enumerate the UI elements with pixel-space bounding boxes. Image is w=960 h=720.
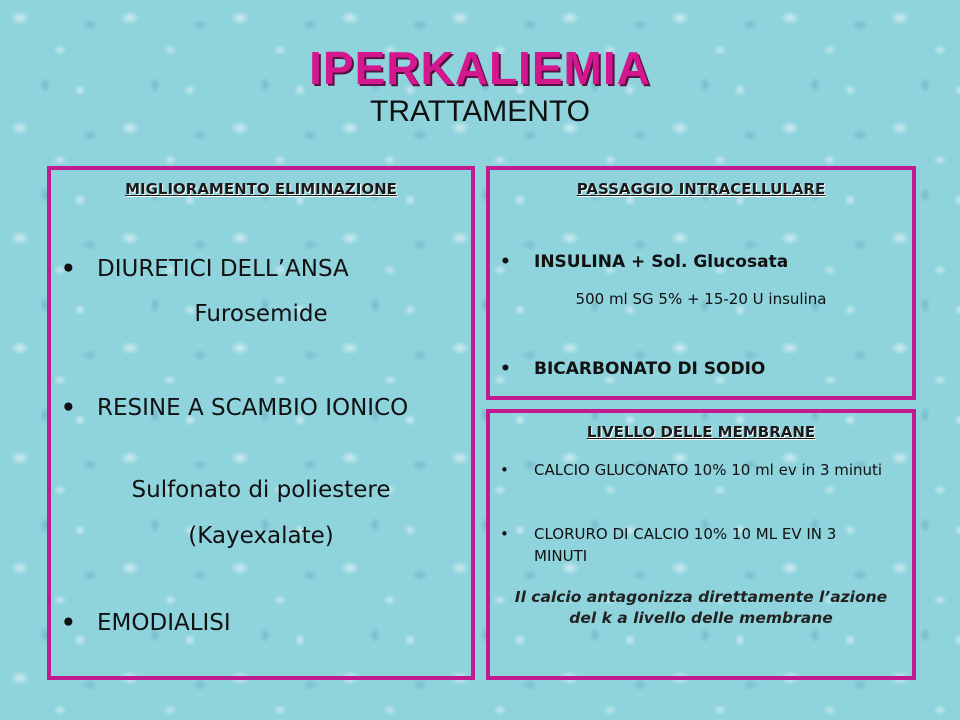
box-elimination bbox=[47, 166, 475, 680]
item-detail-furosemide: Furosemide bbox=[194, 301, 328, 327]
bullet-icon: • bbox=[61, 256, 76, 282]
slide-title: IPERKALIEMIA bbox=[309, 42, 651, 94]
item-label: INSULINA + Sol. Glucosata bbox=[534, 252, 789, 272]
list-item-insulina bbox=[500, 252, 900, 272]
list-item-bicarbonato bbox=[500, 359, 900, 379]
box-membranes-heading: LIVELLO DELLE MEMBRANE bbox=[586, 423, 816, 441]
title-block bbox=[0, 42, 960, 130]
bullet-icon: • bbox=[500, 252, 511, 272]
item-label: BICARBONATO DI SODIO bbox=[534, 359, 766, 379]
list-item-diuretici bbox=[61, 256, 461, 282]
item-label: CALCIO GLUCONATO 10% 10 ml ev in 3 minuti bbox=[534, 461, 883, 479]
bullet-icon: • bbox=[61, 610, 76, 636]
item-label: DIURETICI DELL’ANSA bbox=[97, 256, 349, 282]
item-detail-sulfonato: Sulfonato di poliestere bbox=[131, 477, 391, 503]
bullet-icon: • bbox=[500, 525, 509, 543]
bullet-icon: • bbox=[500, 461, 509, 479]
item-detail-kayexalate: (Kayexalate) bbox=[188, 523, 334, 549]
box-intracellular bbox=[486, 166, 916, 400]
box-membranes bbox=[486, 409, 916, 680]
item-label: CLORURO DI CALCIO 10% 10 ML EV IN 3 MINUTI bbox=[534, 525, 837, 565]
bullet-icon: • bbox=[500, 359, 511, 379]
list-item-resine bbox=[61, 392, 461, 424]
item-label: RESINE A SCAMBIO IONICO bbox=[97, 395, 409, 421]
item-detail-insulina: 500 ml SG 5% + 15-20 U insulina bbox=[575, 290, 827, 308]
list-item-calcio-gluconato bbox=[500, 459, 900, 481]
box-intracellular-heading: PASSAGGIO INTRACELLULARE bbox=[576, 180, 826, 198]
calcium-note: Il calcio antagonizza direttamente l’azione del k a livello delle membrane bbox=[514, 588, 888, 627]
list-item-emodialisi bbox=[61, 610, 461, 636]
list-item-cloruro-calcio bbox=[500, 523, 900, 567]
slide-subtitle: TRATTAMENTO bbox=[370, 95, 590, 128]
bullet-icon: • bbox=[61, 395, 76, 421]
box-elimination-heading: MIGLIORAMENTO ELIMINAZIONE bbox=[125, 180, 397, 198]
item-label: EMODIALISI bbox=[97, 610, 231, 636]
